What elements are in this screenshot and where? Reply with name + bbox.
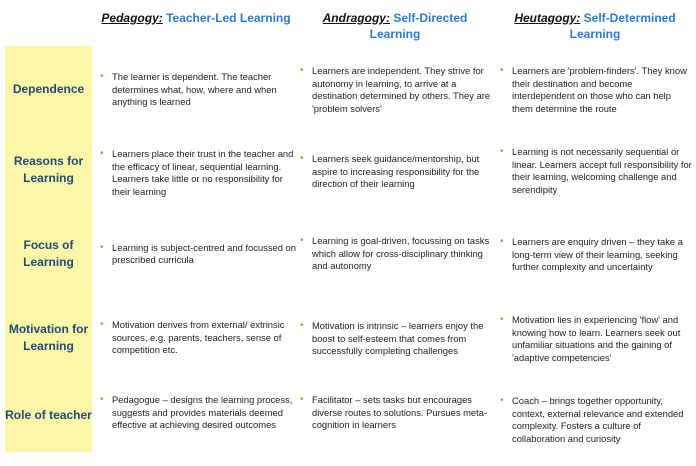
header-prefix: Andragogy:	[322, 11, 390, 25]
cell-pedagogy-focus	[100, 238, 296, 270]
row-label-motivation-for-learning	[5, 318, 92, 358]
row-label-reasons-for-learning	[5, 150, 92, 190]
row-label-text: Motivation for Learning	[8, 322, 89, 353]
row-label-focus-of-learning	[5, 234, 92, 274]
cell-text: Learners place their trust in the teacher and the efficacy of linear, sequential learning. Learners take little or no responsibility for their learning	[112, 148, 294, 197]
cell-text: Learning is goal-driven, focussing on tasks which allow for cross-disciplinary thinking and autonomy	[312, 235, 490, 272]
bullet-dot-icon: •	[500, 236, 504, 247]
cell-heutagogy-role	[500, 384, 692, 456]
row-label-text: Role of teacher	[5, 407, 92, 422]
cell-text: Pedagogue – designs the learning process, suggests and provides materials deemed effective at achieving desired outcomes	[112, 394, 293, 431]
bullet-dot-icon: •	[300, 65, 304, 76]
cell-andragogy-focus	[300, 232, 496, 276]
cell-pedagogy-reasons	[100, 138, 296, 208]
bullet-dot-icon: •	[300, 320, 304, 331]
bullet-dot-icon: •	[500, 146, 504, 157]
cell-andragogy-dependence	[300, 62, 496, 118]
bullet-dot-icon: •	[100, 242, 104, 253]
cell-heutagogy-motivation	[500, 310, 692, 368]
cell-text: Learning is subject-centred and focussed on prescribed curricula	[112, 241, 296, 265]
bullet-dot-icon: •	[100, 148, 104, 159]
cell-pedagogy-dependence	[100, 68, 296, 112]
bullet-dot-icon: •	[100, 394, 104, 405]
cell-text: Learning is not necessarily sequential or linear. Learners accept full responsibility for their learning, welcoming challenge and serendipity	[512, 146, 692, 195]
bullet-dot-icon: •	[500, 65, 504, 76]
cell-text: Learners seek guidance/mentorship, but aspire to increasing responsibility for the direction of their learning	[312, 153, 480, 190]
row-label-text: Dependence	[12, 81, 85, 96]
bullet-dot-icon: •	[300, 153, 304, 164]
bullet-dot-icon: •	[100, 71, 104, 82]
header-prefix: Heutagogy:	[514, 11, 581, 25]
bullet-dot-icon: •	[100, 319, 104, 330]
column-header-pedagogy	[96, 10, 296, 26]
cell-heutagogy-dependence	[500, 62, 692, 118]
header-title: Teacher-Led Learning	[166, 11, 291, 25]
cell-pedagogy-role	[100, 384, 296, 442]
cell-andragogy-role	[300, 391, 496, 435]
bullet-dot-icon: •	[300, 235, 304, 246]
cell-text: The learner is dependent. The teacher determines what, how, where and when anything is learned	[112, 71, 277, 108]
bullet-dot-icon: •	[500, 395, 504, 406]
header-title: Self-Determined Learning	[569, 11, 676, 41]
cell-andragogy-motivation	[300, 310, 496, 368]
cell-text: Motivation is intrinsic – learners enjoy the boost to self-esteem that comes from successfully completing challenges	[312, 320, 484, 357]
row-label-text: Focus of Learning	[23, 238, 74, 269]
cell-text: Facilitator – sets tasks but encourages diverse routes to solutions. Pursues meta-cognition in learners	[312, 394, 488, 431]
cell-text: Learners are 'problem-finders'. They know their destination and become interdependent on those who can help them determine the route	[512, 65, 687, 114]
cell-andragogy-reasons	[300, 150, 496, 194]
bullet-dot-icon: •	[300, 394, 304, 405]
bullet-dot-icon: •	[500, 314, 504, 325]
cell-text: Coach – brings together opportunity, context, external relevance and extended complexity. Fosters a culture of collaboration and curiosity	[512, 395, 684, 444]
cell-text: Learners are enquiry driven – they take a long-term view of their learning, seeking further complexity and uncertainty	[512, 236, 683, 273]
header-prefix: Pedagogy:	[101, 11, 163, 25]
row-label-dependence	[5, 72, 92, 106]
header-title: Self-Directed Learning	[369, 11, 468, 41]
cell-text: Motivation lies in experiencing 'flow' and knowing how to learn. Learners seek out unfamiliar situations and the gaining of 'adaptive competencies'	[512, 314, 681, 363]
row-label-role-of-teacher	[5, 395, 92, 435]
cell-pedagogy-motivation	[100, 316, 296, 360]
column-header-heutagogy	[500, 10, 690, 42]
cell-text: Motivation derives from external/ extrinsic sources, e.g. parents, teachers, sense of competition etc.	[112, 319, 285, 356]
cell-heutagogy-reasons	[500, 142, 692, 200]
row-label-text: Reasons for Learning	[13, 154, 84, 185]
column-header-andragogy	[300, 10, 490, 42]
cell-heutagogy-focus	[500, 226, 692, 284]
cell-text: Learners are independent. They strive for autonomy in learning, to arrive at a destination determined by others. They are 'problem solvers'	[312, 65, 491, 114]
